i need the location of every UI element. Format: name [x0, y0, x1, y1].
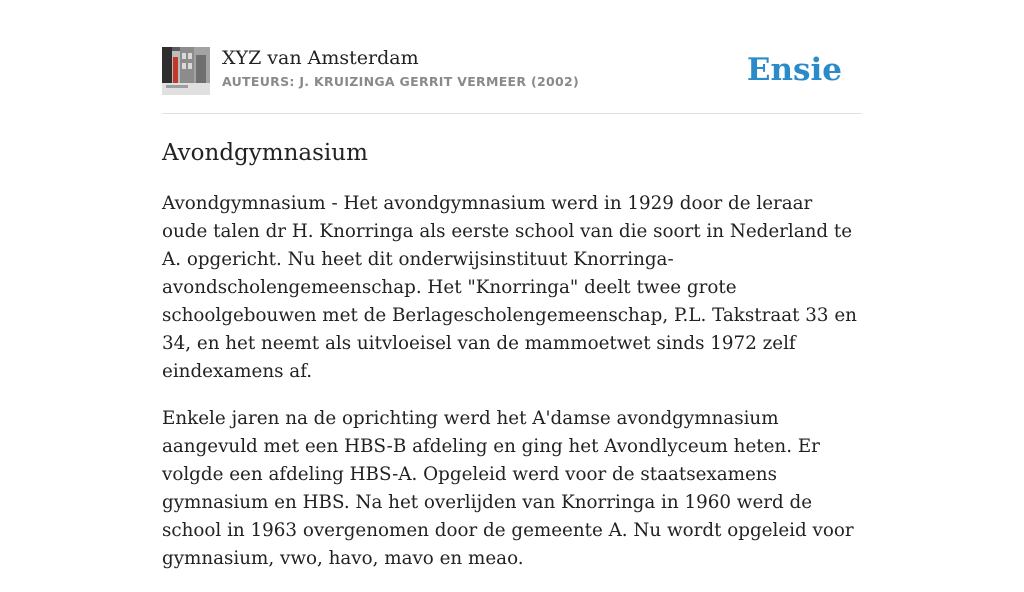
book-authors: AUTEURS: J. KRUIZINGA GERRIT VERMEER (2002): [222, 74, 579, 89]
entry-body: [162, 190, 862, 592]
header: [162, 0, 862, 114]
content-container: [162, 0, 862, 569]
entry-title: Avondgymnasium: [162, 140, 368, 166]
book-cover-avatar[interactable]: [162, 47, 210, 95]
entry-paragraph: Avondgymnasium - Het avondgymnasium werd in 1929 door de leraar oude talen dr H. Knorringa als eerste school van die soort in Nederland te A. opgericht. Nu heet dit onderwijsinstituut Knorringa-avondscholengemeenschap. Het "Knorringa" deelt twee grote schoolgebouwen met de Berlagescholengemeenschap, P.L. Takstraat 33 en 34, en het neemt als uitvloeisel van de mammoetwet sinds 1972 zelf eindexamens af.: [162, 193, 857, 382]
entry-paragraph: Enkele jaren na de oprichting werd het A'damse avondgymnasium aangevuld met een HBS-B afdeling en ging het Avondlyceum heten. Er volgde een afdeling HBS-A. Opgeleid werd voor de staatsexamens gymnasium en HBS. Na het overlijden van Knorringa in 1960 werd de school in 1963 overgenomen door de gemeente A. Nu wordt opgeleid voor gymnasium, vwo, havo, mavo en meao.: [162, 408, 854, 569]
ensie-logo-link[interactable]: Ensie: [746, 52, 842, 88]
book-title[interactable]: XYZ van Amsterdam: [222, 47, 419, 69]
book-cover-thumbnail-icon: [162, 47, 210, 95]
